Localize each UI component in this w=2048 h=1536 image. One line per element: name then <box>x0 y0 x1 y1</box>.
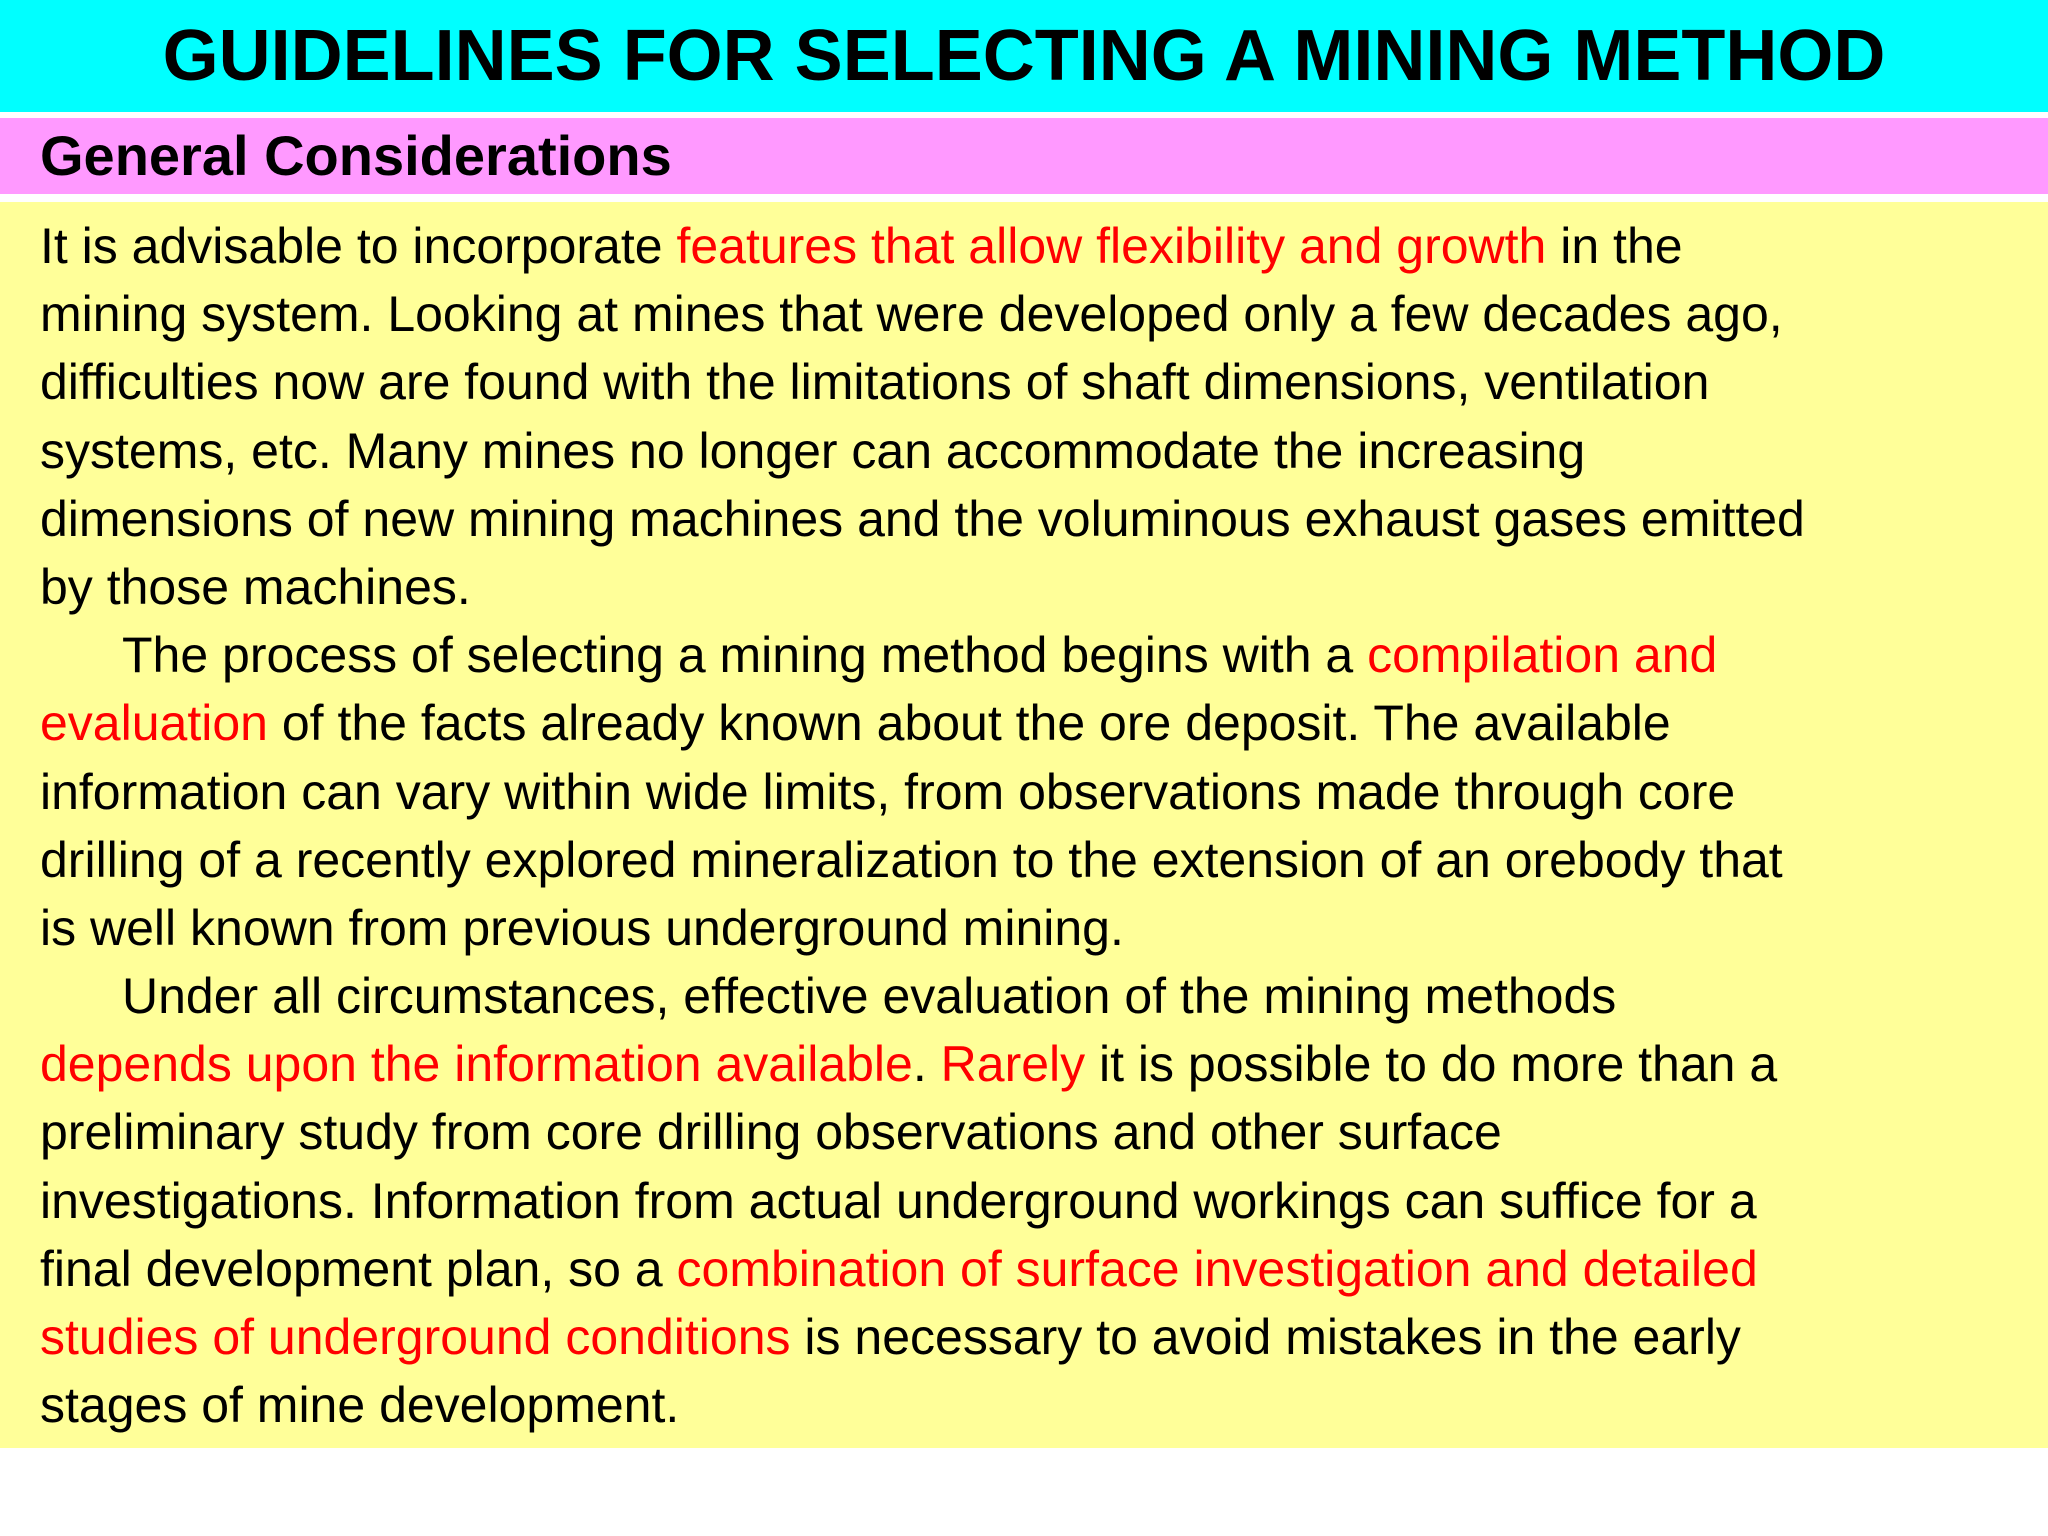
text-line <box>40 1098 2048 1166</box>
highlighted-text: evaluation <box>40 695 268 752</box>
text-line <box>40 962 2048 1030</box>
text-run: mining system. Looking at mines that were developed only a few decades ago, <box>40 286 1783 343</box>
text-run: is well known from previous underground mining. <box>40 899 1124 956</box>
text-run: final development plan, so a <box>40 1240 677 1297</box>
text-line <box>40 758 2048 826</box>
text-run: stages of mine development. <box>40 1377 680 1434</box>
highlighted-text: Rarely <box>940 1036 1086 1093</box>
text-line <box>40 553 2048 621</box>
text-line <box>40 1167 2048 1235</box>
text-run: of the facts already known about the ore deposit. The available <box>267 695 1671 752</box>
text-line <box>40 826 2048 894</box>
text-line <box>40 1371 2048 1439</box>
text-line <box>40 280 2048 348</box>
text-line <box>40 485 2048 553</box>
text-line <box>40 894 2048 962</box>
text-run: systems, etc. Many mines no longer can accommodate the increasing <box>40 422 1586 479</box>
text-run: Under all circumstances, effective evaluation of the mining methods <box>122 968 1617 1025</box>
highlighted-text: studies of underground conditions <box>40 1309 791 1365</box>
text-line <box>40 1030 2048 1098</box>
text-run: preliminary study from core drilling observations and other surface <box>40 1104 1502 1161</box>
body-text <box>40 212 2048 1439</box>
text-run: . <box>912 1036 941 1093</box>
slide-title: GUIDELINES FOR SELECTING A MINING METHOD <box>162 16 1886 96</box>
text-line <box>40 348 2048 416</box>
text-line <box>40 621 2048 689</box>
text-line <box>40 1235 2048 1303</box>
text-run: The process of selecting a mining method begins with a <box>122 627 1368 684</box>
highlighted-text: combination of surface investigation and detailed <box>676 1240 1758 1297</box>
text-run: information can vary within wide limits, from observations made through core <box>40 763 1736 820</box>
text-run: investigations. Information from actual underground workings can suffice for a <box>40 1172 1757 1229</box>
text-run: in the <box>1546 218 1683 274</box>
text-run: difficulties now are found with the limitations of shaft dimensions, ventilation <box>40 354 1710 411</box>
section-heading: General Considerations <box>40 124 672 187</box>
text-line <box>40 212 2048 280</box>
text-line <box>40 1303 2048 1371</box>
subtitle-bar <box>0 118 2048 194</box>
text-run: drilling of a recently explored mineralization to the extension of an orebody that <box>40 831 1783 888</box>
text-run: is necessary to avoid mistakes in the early <box>790 1309 1741 1365</box>
text-line <box>40 417 2048 485</box>
text-run: It is advisable to incorporate <box>40 218 677 274</box>
text-line <box>40 689 2048 757</box>
highlighted-text: features that allow flexibility and growth <box>676 218 1547 274</box>
text-run: it is possible to do more than a <box>1085 1036 1778 1093</box>
text-run: dimensions of new mining machines and the voluminous exhaust gases emitted <box>40 490 1805 547</box>
highlighted-text: compilation and <box>1367 627 1718 684</box>
text-run: by those machines. <box>40 558 471 615</box>
highlighted-text: depends upon the information available <box>40 1036 913 1093</box>
title-bar <box>0 0 2048 112</box>
